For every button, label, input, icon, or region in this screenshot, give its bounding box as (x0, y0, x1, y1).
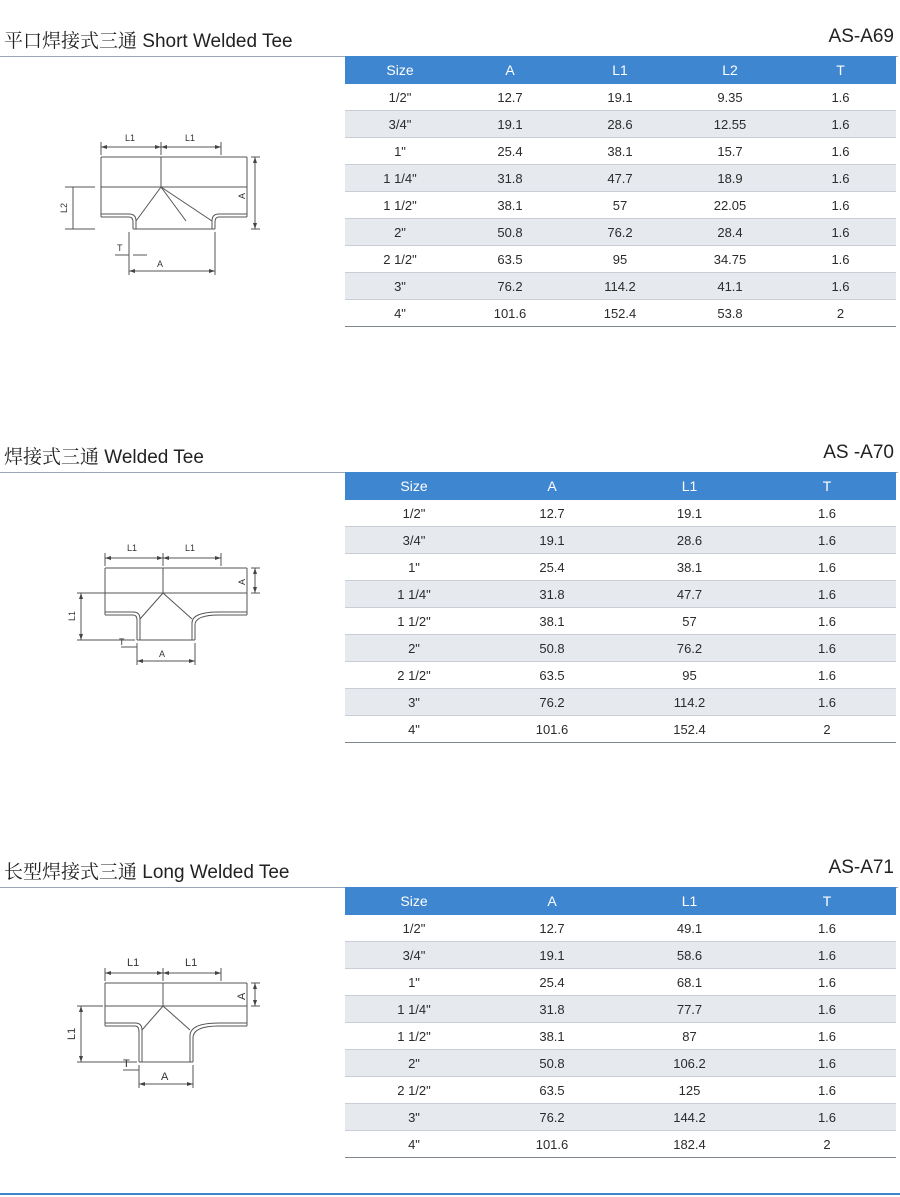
table-cell: 53.8 (675, 300, 785, 327)
section-as-a70 (0, 438, 900, 758)
table-cell: 1.6 (758, 1077, 896, 1104)
table-cell: 22.05 (675, 192, 785, 219)
column-header: A (455, 56, 565, 84)
table-cell: 114.2 (621, 689, 758, 716)
table-cell: 1.6 (758, 969, 896, 996)
section-as-a69 (0, 22, 900, 342)
column-header: Size (345, 56, 455, 84)
table-cell: 19.1 (621, 500, 758, 527)
table-cell: 12.7 (483, 915, 621, 942)
table-cell: 19.1 (455, 111, 565, 138)
table-cell: 19.1 (483, 942, 621, 969)
table-cell: 95 (565, 246, 675, 273)
table-row (345, 138, 896, 165)
table-cell: 3" (345, 689, 483, 716)
dim-l1-right: L1 (185, 957, 198, 969)
table-row (345, 915, 896, 942)
dim-l1-left: L1 (127, 543, 138, 553)
table-cell: 28.6 (621, 527, 758, 554)
table-cell: 4" (345, 1131, 483, 1158)
table-cell: 1.6 (785, 111, 896, 138)
table-cell: 1.6 (758, 1050, 896, 1077)
table-cell: 1 1/2" (345, 608, 483, 635)
table-row (345, 165, 896, 192)
table-cell: 4" (345, 716, 483, 743)
table-row (345, 689, 896, 716)
column-header: L1 (565, 56, 675, 84)
table-cell: 2" (345, 219, 455, 246)
table-cell: 1 1/2" (345, 1023, 483, 1050)
table-cell: 41.1 (675, 273, 785, 300)
table-row (345, 1023, 896, 1050)
table-row (345, 996, 896, 1023)
table-cell: 31.8 (483, 581, 621, 608)
table-cell: 63.5 (483, 1077, 621, 1104)
column-header: L2 (675, 56, 785, 84)
table-cell: 1.6 (758, 635, 896, 662)
table-cell: 47.7 (565, 165, 675, 192)
table-cell: 76.2 (565, 219, 675, 246)
table-row (345, 300, 896, 327)
table-cell: 1.6 (758, 608, 896, 635)
table-row (345, 1077, 896, 1104)
dim-l1-left: L1 (127, 957, 140, 969)
dim-a-bottom: A (161, 1071, 169, 1083)
short-tee-diagram (55, 117, 265, 287)
table-cell: 9.35 (675, 84, 785, 111)
table-cell: 1.6 (758, 996, 896, 1023)
table-cell: 2 1/2" (345, 1077, 483, 1104)
table-row (345, 111, 896, 138)
table-row (345, 1050, 896, 1077)
column-header: Size (345, 472, 483, 500)
table-cell: 152.4 (621, 716, 758, 743)
table-cell: 2 (758, 1131, 896, 1158)
table-cell: 1.6 (758, 942, 896, 969)
table-cell: 58.6 (621, 942, 758, 969)
table-cell: 1.6 (785, 138, 896, 165)
table-cell: 76.2 (483, 689, 621, 716)
table-row (345, 554, 896, 581)
table-cell: 1 1/4" (345, 581, 483, 608)
table-cell: 49.1 (621, 915, 758, 942)
table-cell: 1.6 (785, 246, 896, 273)
table-row (345, 662, 896, 689)
column-header: A (483, 472, 621, 500)
table-cell: 12.7 (455, 84, 565, 111)
dim-a-right: A (236, 992, 248, 1000)
table-cell: 4" (345, 300, 455, 327)
dim-l1-right: L1 (185, 543, 196, 553)
product-code: AS-A71 (828, 857, 894, 878)
table-cell: 25.4 (455, 138, 565, 165)
table-cell: 101.6 (455, 300, 565, 327)
table-cell: 3/4" (345, 527, 483, 554)
table-cell: 57 (621, 608, 758, 635)
table-row (345, 527, 896, 554)
column-header: T (785, 56, 896, 84)
table-cell: 1.6 (758, 500, 896, 527)
table-cell: 1.6 (758, 1023, 896, 1050)
dim-a-bottom: A (159, 649, 166, 659)
table-cell: 1.6 (758, 527, 896, 554)
dim-side: L2 (59, 202, 69, 213)
product-code: AS-A69 (828, 26, 894, 47)
section-as-a71 (0, 853, 900, 1173)
table-cell: 95 (621, 662, 758, 689)
table-cell: 1/2" (345, 500, 483, 527)
table-cell: 68.1 (621, 969, 758, 996)
table-cell: 50.8 (455, 219, 565, 246)
table-row (345, 219, 896, 246)
dim-l1-right: L1 (185, 133, 196, 143)
table-cell: 28.4 (675, 219, 785, 246)
table-cell: 19.1 (483, 527, 621, 554)
table-cell: 12.55 (675, 111, 785, 138)
dim-a-right: A (237, 192, 247, 199)
table-cell: 101.6 (483, 1131, 621, 1158)
table-cell: 12.7 (483, 500, 621, 527)
table-cell: 25.4 (483, 554, 621, 581)
section-title: 长型焊接式三通 Long Welded Tee (4, 862, 290, 883)
table-cell: 106.2 (621, 1050, 758, 1077)
dim-side: L1 (66, 1027, 78, 1040)
table-cell: 2 (785, 300, 896, 327)
table-cell: 2" (345, 1050, 483, 1077)
welded-tee-diagram (55, 535, 265, 680)
table-cell: 34.75 (675, 246, 785, 273)
table-cell: 1.6 (785, 165, 896, 192)
table-cell: 63.5 (483, 662, 621, 689)
table-row (345, 1104, 896, 1131)
long-tee-drawing (55, 948, 265, 1098)
product-code: AS -A70 (823, 442, 894, 463)
section-header (0, 22, 900, 56)
table-cell: 31.8 (455, 165, 565, 192)
dim-t: T (123, 1058, 130, 1070)
table-cell: 1 1/4" (345, 996, 483, 1023)
table-cell: 152.4 (565, 300, 675, 327)
table-row (345, 635, 896, 662)
table-cell: 3/4" (345, 111, 455, 138)
table-cell: 3/4" (345, 942, 483, 969)
table-row (345, 1131, 896, 1158)
table-cell: 125 (621, 1077, 758, 1104)
table-cell: 15.7 (675, 138, 785, 165)
table-row (345, 581, 896, 608)
table-header-row (345, 56, 896, 84)
table-cell: 47.7 (621, 581, 758, 608)
table-cell: 3" (345, 1104, 483, 1131)
table-cell: 77.7 (621, 996, 758, 1023)
table-cell: 1/2" (345, 84, 455, 111)
dim-t: T (119, 637, 125, 647)
table-cell: 38.1 (483, 1023, 621, 1050)
dim-a-bottom: A (157, 259, 164, 269)
table-cell: 63.5 (455, 246, 565, 273)
table-cell: 1.6 (758, 915, 896, 942)
table-cell: 114.2 (565, 273, 675, 300)
table-cell: 1.6 (758, 581, 896, 608)
short-tee-drawing (55, 117, 265, 287)
section-header (0, 853, 900, 887)
table-header-row (345, 887, 896, 915)
table-cell: 1" (345, 554, 483, 581)
table-cell: 182.4 (621, 1131, 758, 1158)
table-cell: 1 1/2" (345, 192, 455, 219)
table-cell: 1.6 (758, 689, 896, 716)
column-header: L1 (621, 472, 758, 500)
table-row (345, 192, 896, 219)
table-cell: 3" (345, 273, 455, 300)
table-cell: 31.8 (483, 996, 621, 1023)
table-cell: 1 1/4" (345, 165, 455, 192)
table-cell: 25.4 (483, 969, 621, 996)
table-cell: 57 (565, 192, 675, 219)
table-row (345, 608, 896, 635)
table-row (345, 942, 896, 969)
long-tee-diagram (55, 948, 265, 1098)
table-cell: 19.1 (565, 84, 675, 111)
table-cell: 50.8 (483, 635, 621, 662)
table-cell: 1.6 (758, 554, 896, 581)
section-title: 焊接式三通 Welded Tee (4, 447, 204, 468)
table-cell: 1.6 (785, 273, 896, 300)
welded-tee-drawing (55, 535, 265, 680)
table-cell: 38.1 (483, 608, 621, 635)
column-header: A (483, 887, 621, 915)
column-header: T (758, 887, 896, 915)
spec-table-as-a70 (345, 472, 896, 743)
table-cell: 1.6 (785, 84, 896, 111)
column-header: T (758, 472, 896, 500)
table-row (345, 500, 896, 527)
column-header: Size (345, 887, 483, 915)
table-cell: 76.2 (621, 635, 758, 662)
table-cell: 1/2" (345, 915, 483, 942)
table-row (345, 246, 896, 273)
table-cell: 1.6 (785, 192, 896, 219)
table-cell: 50.8 (483, 1050, 621, 1077)
table-cell: 2 1/2" (345, 246, 455, 273)
table-header-row (345, 472, 896, 500)
spec-table-as-a71 (345, 887, 896, 1158)
section-title: 平口焊接式三通 Short Welded Tee (4, 31, 293, 52)
dim-l1-left: L1 (125, 133, 136, 143)
table-cell: 28.6 (565, 111, 675, 138)
page-bottom-rule (0, 1193, 900, 1195)
table-cell: 18.9 (675, 165, 785, 192)
table-cell: 144.2 (621, 1104, 758, 1131)
table-row (345, 84, 896, 111)
table-cell: 76.2 (483, 1104, 621, 1131)
table-cell: 38.1 (565, 138, 675, 165)
table-cell: 87 (621, 1023, 758, 1050)
table-cell: 38.1 (621, 554, 758, 581)
table-cell: 2 1/2" (345, 662, 483, 689)
table-cell: 1.6 (785, 219, 896, 246)
table-cell: 2" (345, 635, 483, 662)
table-row (345, 273, 896, 300)
table-cell: 1.6 (758, 662, 896, 689)
dim-a-right: A (237, 578, 247, 585)
table-cell: 2 (758, 716, 896, 743)
dim-t: T (117, 243, 123, 253)
table-row (345, 716, 896, 743)
column-header: L1 (621, 887, 758, 915)
table-cell: 1" (345, 969, 483, 996)
dim-side: L1 (67, 610, 77, 621)
table-cell: 101.6 (483, 716, 621, 743)
table-row (345, 969, 896, 996)
table-cell: 38.1 (455, 192, 565, 219)
table-cell: 1" (345, 138, 455, 165)
table-cell: 76.2 (455, 273, 565, 300)
section-header (0, 438, 900, 472)
spec-table-as-a69 (345, 56, 896, 327)
table-cell: 1.6 (758, 1104, 896, 1131)
